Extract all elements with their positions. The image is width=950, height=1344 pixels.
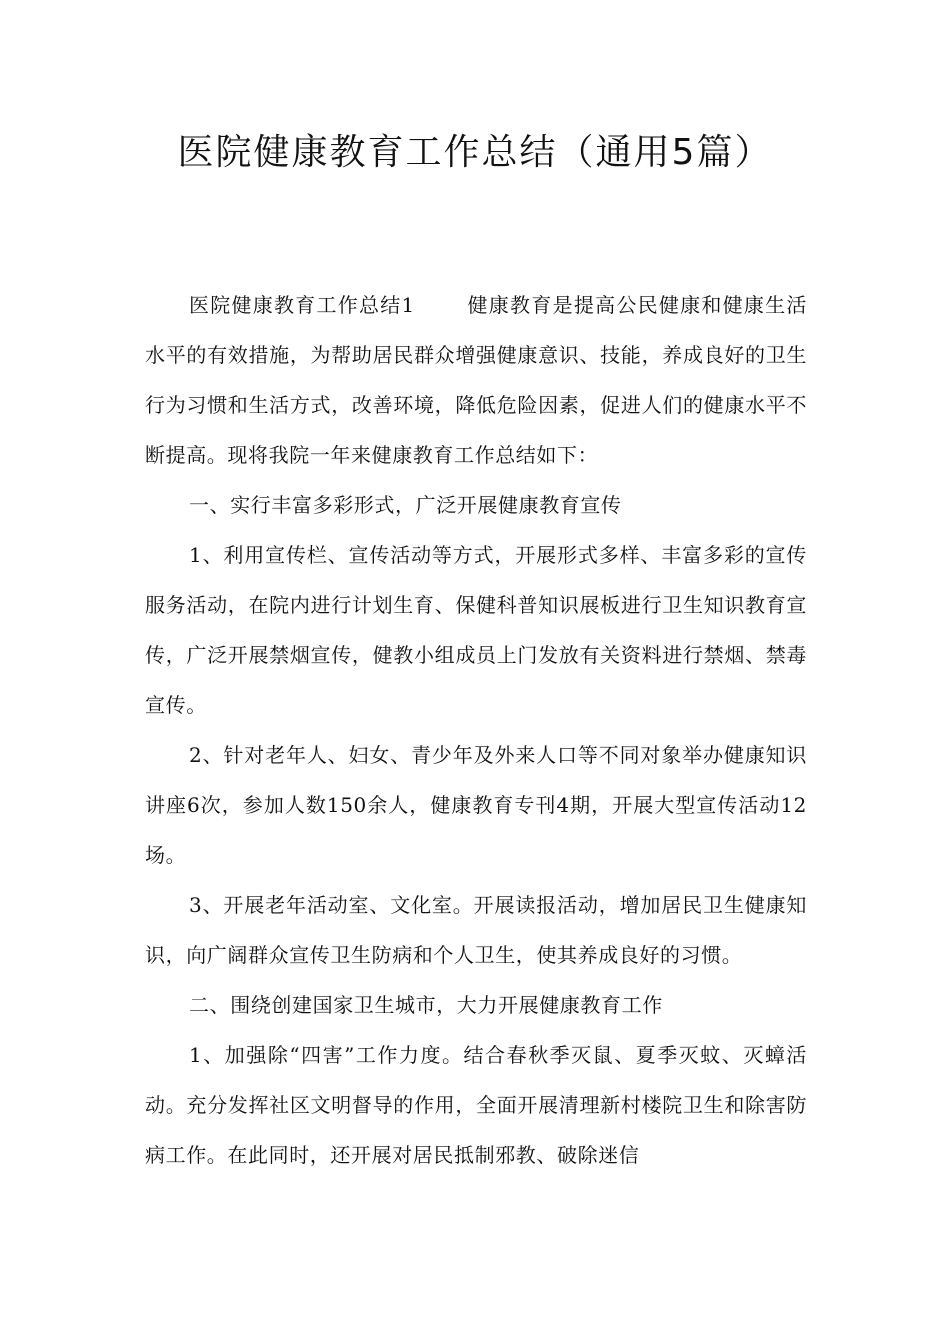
body-paragraph: 3、开展老年活动室、文化室。开展读报活动，增加居民卫生健康知识，向广阔群众宣传卫生防病和个人卫生，使其养成良好的习惯。 <box>145 893 807 967</box>
body-paragraph: 2、针对老年人、妇女、青少年及外来人口等不同对象举办健康知识讲座6次，参加人数150余人，健康教育专刊4期，开展大型宣传活动12场。 <box>145 743 807 867</box>
intro-text: 健康教育是提高公民健康和健康生活水平的有效措施，为帮助居民群众增强健康意识、技能，养成良好的卫生行为习惯和生活方式，改善环境，降低危险因素，促进人们的健康水平不断提高。现将我院一年来健康教育工作总结如下： <box>145 293 807 467</box>
intro-paragraph <box>145 280 807 480</box>
section-heading-1: 一、实行丰富多彩形式，广泛开展健康教育宣传 <box>189 493 622 517</box>
intro-heading: 医院健康教育工作总结1 <box>189 293 415 317</box>
section-heading-2: 二、围绕创建国家卫生城市，大力开展健康教育工作 <box>189 993 663 1017</box>
document-title: 医院健康教育工作总结（通用5篇） <box>177 132 773 173</box>
document-body <box>145 280 807 1180</box>
body-paragraph: 1、利用宣传栏、宣传活动等方式，开展形式多样、丰富多彩的宣传服务活动，在院内进行计划生育、保健科普知识展板进行卫生知识教育宣传，广泛开展禁烟宣传，健教小组成员上门发放有关资料进行禁烟、禁毒宣传。 <box>145 543 807 717</box>
body-paragraph: 1、加强除“四害”工作力度。结合春秋季灭鼠、夏季灭蚊、灭蟑活动。充分发挥社区文明督导的作用，全面开展清理新村楼院卫生和除害防病工作。在此同时，还开展对居民抵制邪教、破除迷信 <box>145 1043 807 1167</box>
